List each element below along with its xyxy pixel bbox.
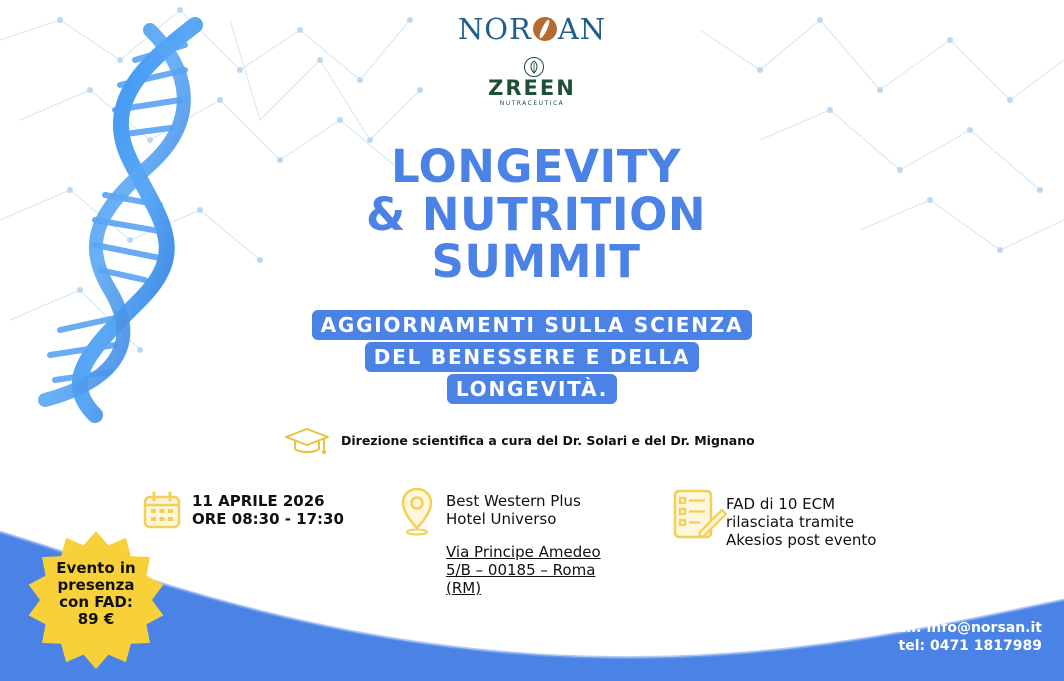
subtitle-line-1: AGGIORNAMENTI SULLA SCIENZA	[312, 310, 753, 340]
price-badge-text	[26, 560, 166, 628]
leaf-icon	[523, 56, 545, 78]
subtitle-line-2: DEL BENESSERE E DELLA	[365, 342, 700, 372]
badge-price: 89 €	[77, 610, 115, 628]
title-line-1: LONGEVITY	[390, 140, 681, 193]
venue-line-1: Best Western Plus	[446, 492, 581, 510]
address-line-2: 5/B – 00185 – Roma	[446, 561, 596, 579]
venue-line-2: Hotel Universo	[446, 510, 557, 528]
event-date-time	[192, 492, 344, 528]
zreen-logo: ZREEN	[488, 76, 576, 100]
event-time: ORE 08:30 - 17:30	[192, 510, 344, 528]
title-line-2: & NUTRITION	[365, 188, 707, 241]
scientific-direction-text: Direzione scientifica a cura del Dr. Solari e del Dr. Mignano	[341, 433, 755, 448]
contact-email[interactable]: email: info@norsan.it	[872, 620, 1042, 636]
event-date: 11 APRILE 2026	[192, 492, 325, 510]
badge-line-2: presenza	[57, 576, 135, 594]
venue-address-link[interactable]	[446, 543, 601, 597]
title-line-3: SUMMIT	[431, 235, 641, 288]
venue-name	[446, 492, 581, 528]
checklist-document-icon	[672, 488, 728, 542]
address-line-1: Via Principe Amedeo	[446, 543, 601, 561]
norsan-logo-text-end: AN	[557, 12, 607, 46]
location-pin-icon	[400, 486, 434, 536]
badge-line-1: Evento in	[56, 559, 136, 577]
calendar-icon	[142, 490, 182, 530]
subtitle-line-3: LONGEVITÀ.	[447, 374, 617, 404]
ecm-line-1: FAD di 10 ECM	[726, 495, 836, 513]
ecm-credits	[726, 495, 876, 549]
ecm-line-2: rilasciata tramite	[726, 513, 855, 531]
subtitle	[0, 310, 1064, 406]
contact-phone[interactable]: tel: 0471 1817989	[898, 638, 1042, 654]
address-line-3: (RM)	[446, 579, 482, 597]
ecm-line-3: Akesios post evento	[726, 531, 877, 549]
coffee-bean-icon	[533, 17, 557, 41]
badge-line-3: con FAD:	[59, 593, 133, 611]
graduation-cap-icon	[283, 426, 331, 458]
norsan-logo-text-start: NOR	[457, 12, 532, 46]
norsan-logo	[0, 12, 1064, 46]
zreen-logo-subtitle: NUTRACEUTICA	[499, 100, 565, 107]
